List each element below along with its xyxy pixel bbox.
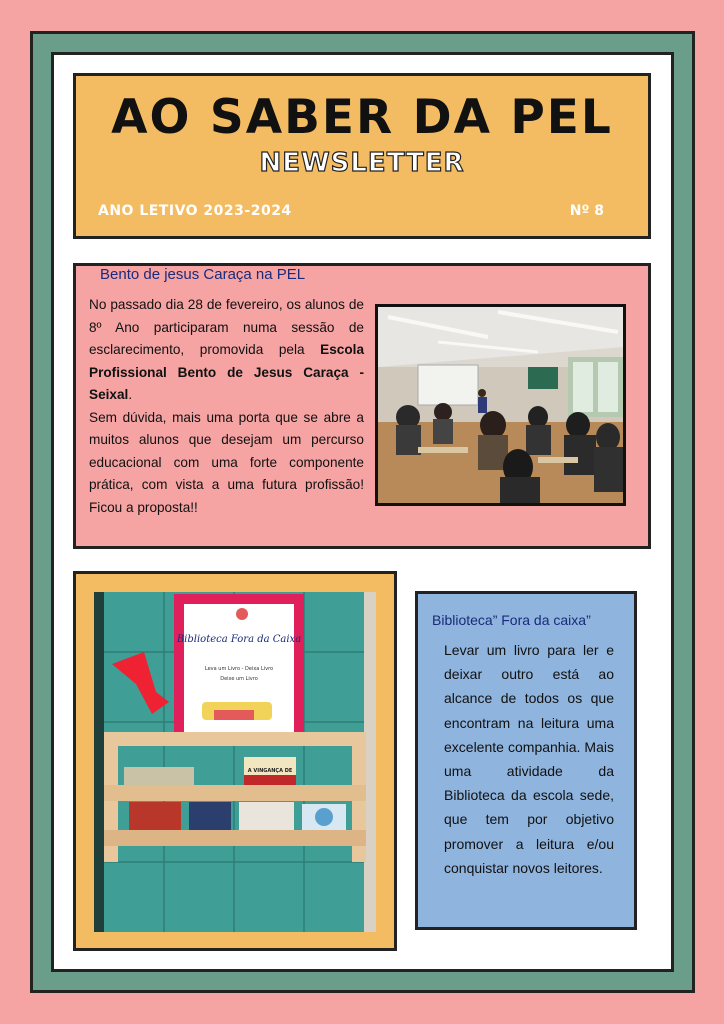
issue-number: Nº 8: [569, 203, 604, 219]
sidebar-title: Biblioteca” Fora da caixa”: [432, 612, 591, 628]
article-text-part1: No passado dia 28 de fevereiro, os alunos de 8º Ano participaram numa sessão de esclarecimento, promovida pela: [89, 297, 364, 357]
newsletter-title: AO SABER DA PEL: [111, 90, 613, 145]
book-title: A VINGANÇA DE: [247, 768, 293, 774]
classroom-photo: [375, 304, 626, 506]
article-body: [89, 294, 364, 519]
article-text-part3: Sem dúvida, mais uma porta que se abre a muitos alunos que desejam um percurso educacional com uma forte componente prática, com vista a uma futura profissão! Ficou a proposta!!: [89, 409, 364, 515]
article-title: Bento de jesus Caraça na PEL: [100, 266, 306, 283]
library-shelf-photo: [94, 592, 376, 932]
poster-title: Biblioteca Fora da Caixa: [176, 634, 302, 645]
poster-line1: Leva um Livro - Deixa Livro: [204, 666, 274, 672]
library-shelf-illustration: [94, 592, 376, 932]
newsletter-subtitle: NEWSLETTER: [259, 148, 465, 178]
article-text-part2: .: [128, 387, 133, 402]
classroom-illustration: [378, 307, 623, 503]
school-year: ANO LETIVO 2023-2024: [98, 203, 292, 219]
article-text-bold: Escola Profissional Bento de Jesus Caraça - Seixal: [89, 342, 364, 402]
sidebar-body: Levar um livro para ler e deixar outro está ao alcance de todos os que encontram na leitura uma excelente companhia. Mais uma atividade da Biblioteca da escola sede, que tem por objetivo promover a leitura e/ou conquistar novos leitores.: [444, 642, 614, 876]
masthead: [73, 73, 651, 239]
poster-line2: Deixe um Livro: [220, 676, 258, 682]
article-biblioteca: [415, 591, 637, 930]
